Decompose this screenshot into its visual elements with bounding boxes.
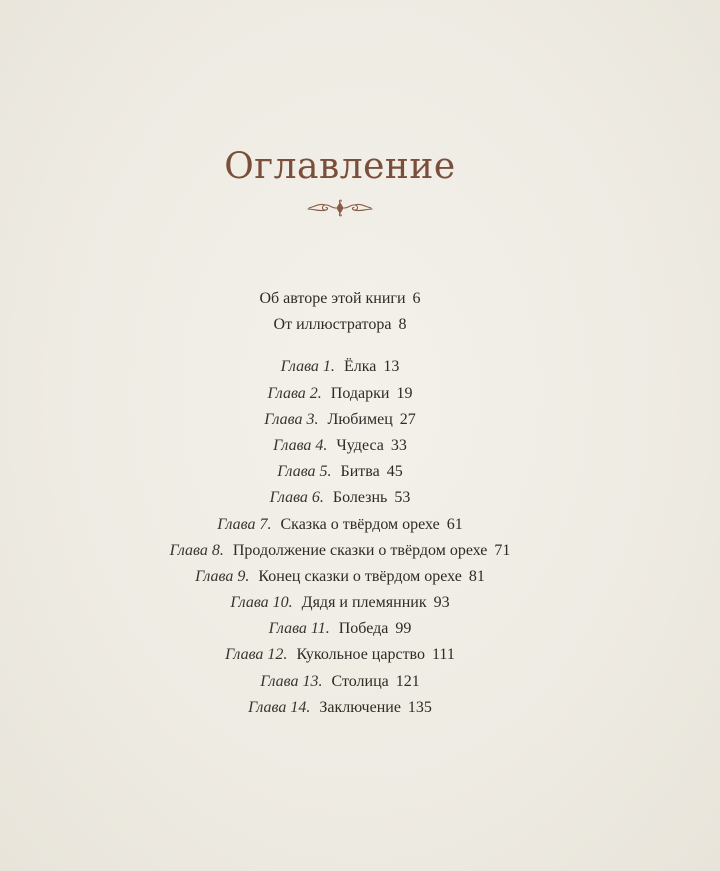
toc-entry-chapter-6[interactable] bbox=[0, 485, 680, 511]
toc-entry-chapter-14[interactable] bbox=[0, 695, 680, 721]
table-of-contents bbox=[0, 286, 680, 721]
chapter-label: Глава 7. bbox=[217, 515, 272, 533]
chapter-page: 27 bbox=[399, 410, 416, 428]
chapter-page: 61 bbox=[446, 515, 463, 533]
chapter-label: Глава 9. bbox=[195, 567, 250, 585]
entry-title: От иллюстратора bbox=[273, 316, 392, 334]
chapter-page: 81 bbox=[468, 567, 485, 585]
chapter-label: Глава 4. bbox=[273, 436, 328, 454]
toc-entry-front-1[interactable] bbox=[0, 286, 680, 312]
chapter-label: Глава 12. bbox=[225, 646, 288, 664]
chapter-label: Глава 3. bbox=[264, 410, 319, 428]
page-title: Оглавление bbox=[224, 146, 456, 187]
chapter-page: 111 bbox=[432, 646, 455, 664]
chapter-page: 33 bbox=[390, 436, 407, 454]
toc-entry-chapter-10[interactable] bbox=[0, 590, 680, 616]
chapter-title: Любимец bbox=[327, 410, 393, 428]
entry-page: 6 bbox=[412, 290, 421, 307]
chapter-page: 71 bbox=[494, 541, 511, 559]
chapter-label: Глава 5. bbox=[277, 463, 332, 481]
chapter-title: Продолжение сказки о твёрдом орехе bbox=[232, 541, 488, 559]
toc-entry-chapter-1[interactable] bbox=[0, 354, 680, 380]
chapter-title: Победа bbox=[338, 620, 389, 638]
chapter-label: Глава 11. bbox=[268, 620, 330, 638]
chapter-title: Дядя и племянник bbox=[301, 594, 427, 612]
chapter-title: Заключение bbox=[319, 698, 401, 716]
chapter-label: Глава 1. bbox=[280, 358, 335, 376]
entry-page: 8 bbox=[398, 316, 407, 334]
section-spacer bbox=[0, 338, 680, 354]
chapter-title: Сказка о твёрдом орехе bbox=[280, 515, 440, 533]
chapter-page: 135 bbox=[407, 698, 432, 716]
chapter-label: Глава 6. bbox=[269, 489, 324, 507]
toc-entry-chapter-12[interactable] bbox=[0, 642, 680, 668]
chapter-page: 13 bbox=[383, 358, 400, 376]
chapter-label: Глава 10. bbox=[230, 594, 293, 612]
chapter-page: 19 bbox=[396, 384, 413, 402]
chapter-title: Чудеса bbox=[336, 436, 384, 454]
toc-entry-chapter-8[interactable] bbox=[0, 538, 680, 564]
toc-entry-chapter-4[interactable] bbox=[0, 433, 680, 459]
toc-entry-chapter-9[interactable] bbox=[0, 564, 680, 590]
chapter-page: 93 bbox=[433, 594, 450, 612]
toc-entry-chapter-3[interactable] bbox=[0, 407, 680, 433]
chapter-title: Кукольное царство bbox=[296, 646, 425, 664]
chapter-page: 45 bbox=[386, 463, 403, 481]
chapter-label: Глава 8. bbox=[169, 541, 224, 559]
chapter-title: Столица bbox=[331, 672, 389, 690]
chapter-title: Битва bbox=[340, 463, 380, 481]
chapter-page: 53 bbox=[394, 489, 411, 507]
entry-title: Об авторе этой книги bbox=[259, 290, 406, 307]
chapter-page: 121 bbox=[395, 672, 420, 690]
chapter-label: Глава 13. bbox=[260, 672, 323, 690]
toc-entry-front-2[interactable] bbox=[0, 312, 680, 338]
chapter-title: Болезнь bbox=[332, 489, 388, 507]
chapter-label: Глава 14. bbox=[248, 698, 311, 716]
flourish-ornament-icon bbox=[305, 197, 375, 219]
chapter-title: Ёлка bbox=[343, 358, 377, 376]
chapter-title: Конец сказки о твёрдом орехе bbox=[258, 567, 462, 585]
toc-entry-chapter-7[interactable] bbox=[0, 512, 680, 538]
chapter-page: 99 bbox=[395, 620, 412, 638]
chapter-title: Подарки bbox=[330, 384, 390, 402]
toc-entry-chapter-13[interactable] bbox=[0, 669, 680, 695]
toc-entry-chapter-2[interactable] bbox=[0, 381, 680, 407]
toc-entry-chapter-5[interactable] bbox=[0, 459, 680, 485]
chapter-label: Глава 2. bbox=[267, 384, 322, 402]
toc-entry-chapter-11[interactable] bbox=[0, 616, 680, 642]
